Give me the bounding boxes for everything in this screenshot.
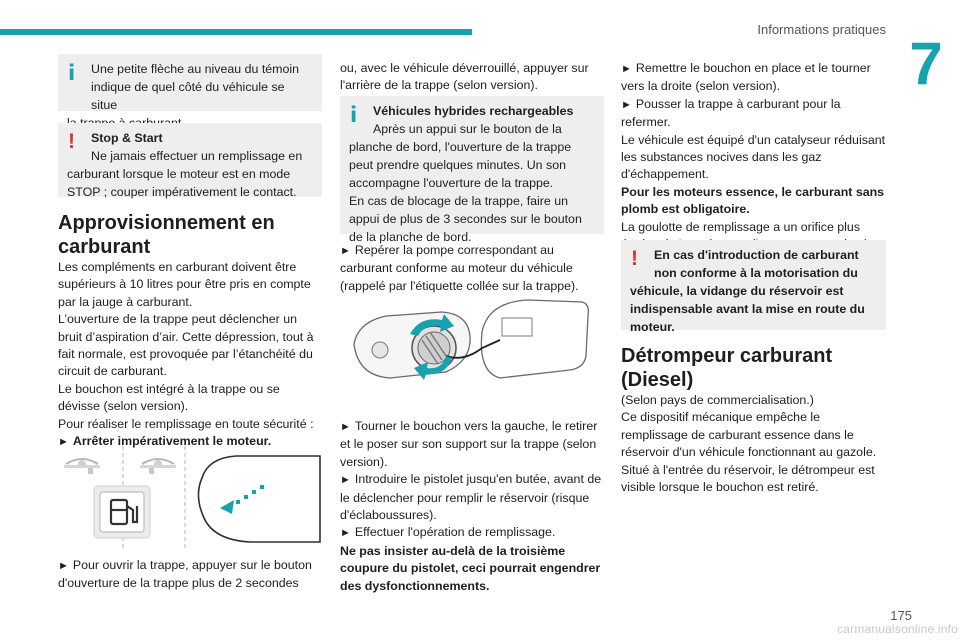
- unleaded-required: Pour les moteurs essence, le carburant sans plomb est obligatoire.: [621, 184, 885, 217]
- warning-box-wrong-fuel: [621, 240, 886, 334]
- arrow-icon: ►: [340, 527, 351, 540]
- warning-box-line2: carburant lorsque le moteur est en mode STOP ; couper impérativement le contact.: [67, 167, 297, 199]
- wrong-fuel-line3: véhicule, la vidange du réservoir est indispensable avant la mise en route du moteur.: [630, 284, 865, 334]
- fuel-cap-illustration: [350, 296, 594, 384]
- step-turn-text: Tourner le bouchon vers la gauche, le retirer et le poser sur son support sur la trappe (selon version).: [340, 419, 598, 469]
- warning-icon: !: [631, 247, 638, 270]
- hybrid-box-line1: Après un appui sur le bouton de la: [373, 122, 562, 136]
- step-insert-text: Introduire le pistolet jusqu'en butée, avant de le déclencher pour remplir le réservoir (risque d'éclaboussures).: [340, 472, 602, 523]
- step-open-text: Pour ouvrir la trappe, appuyer sur le bouton d'ouverture de la trappe plus de 2 secondes: [58, 558, 312, 591]
- step-open-paragraph: [58, 557, 322, 593]
- arrow-icon: ►: [58, 560, 69, 572]
- step-insert-paragraph: [340, 471, 604, 524]
- press-arrow-icon: [220, 485, 264, 514]
- heading-misfuel-device: Détrompeur carburant (Diesel): [621, 345, 833, 391]
- wrong-fuel-line2: non conforme à la motorisation du: [654, 266, 858, 280]
- arrow-icon: ►: [621, 98, 632, 111]
- step-open-flap: [58, 557, 322, 593]
- orifice-paragraph: La goulotte de remplissage a un orifice plus: [621, 219, 861, 234]
- wrong-fuel-line1: En cas d'introduction de carburant: [654, 248, 859, 262]
- refuelling-paragraph: Le bouchon est intégré à la trappe ou se dévisse (selon version).: [58, 381, 280, 414]
- continuation-paragraph: ou, avec le véhicule déverrouillé, appuyer sur l'arrière de la trappe (selon version).: [340, 61, 589, 93]
- refuelling-paragraph: Les compléments en carburant doivent être supérieurs à 10 litres pour être pris en compte par la jauge à carburant.: [58, 260, 311, 309]
- warning-box-line1: Ne jamais effectuer un remplissage en: [91, 149, 303, 163]
- misfuel-paragraph: Situé à l'entrée du réservoir, le détrompeur est visible lorsque le bouchon est retiré.: [621, 462, 875, 495]
- header-accent-bar: [0, 29, 472, 35]
- section-title: Informations pratiques: [757, 22, 886, 37]
- arrow-icon: ►: [340, 245, 351, 257]
- refuelling-paragraph: L’ouverture de la trappe peut déclencher un bruit d’aspiration d’air. Cette dépression, tout à fait normale, est provoquée par l’étanchéité du circuit de carburant.: [58, 312, 314, 379]
- step-locate-paragraph: [340, 242, 604, 295]
- step-locate-pump: [340, 242, 604, 295]
- arrow-icon: ►: [340, 474, 351, 487]
- arrow-icon: ►: [340, 421, 351, 433]
- chapter-number: 7: [909, 30, 943, 97]
- pistol-warning: Ne pas insister au-delà de la troisième coupure du pistolet, ceci pourrait engendrer des dysfonctionnements.: [340, 543, 601, 593]
- info-box-arrow-indicator: [58, 54, 322, 111]
- col2-continuation: [340, 60, 604, 95]
- step-fill-text: Effectuer l'opération de remplissage.: [354, 525, 556, 540]
- warning-box-stop-start: [58, 123, 322, 197]
- refuelling-text: [58, 259, 322, 451]
- info-icon: i: [68, 61, 76, 85]
- col2-steps: [340, 418, 604, 595]
- step-stop-text: Arrêter impérativement le moteur.: [72, 434, 272, 449]
- col3-text: [621, 60, 886, 253]
- steering-wheel-left-icon: [64, 459, 100, 468]
- step-replace-paragraph: [621, 60, 886, 96]
- steering-wheel-right-icon: [140, 459, 176, 468]
- step-locate-text: Repérer la pompe correspondant au carburant conforme au moteur du véhicule (rappelé par l'étiquette collée sur la trappe).: [340, 243, 579, 293]
- hybrid-box-line2: planche de bord, l'ouverture de la trappe peut prendre quelques minutes. Un son accompagne l'ouverture de la trappe.: [349, 140, 572, 190]
- hybrid-box-title: Véhicules hybrides rechargeables: [373, 104, 574, 118]
- info-box-plugin-hybrid: [340, 96, 604, 244]
- warning-icon: !: [68, 130, 75, 153]
- hybrid-box-line3: En cas de blocage de la trappe, faire un appui de plus de 3 secondes sur le bouton de la planche de bord.: [349, 194, 582, 244]
- step-fill-paragraph: [340, 524, 604, 542]
- step-push-text: Pousser la trappe à carburant pour la refermer.: [621, 96, 841, 130]
- fuel-pump-small-icon: [88, 468, 154, 474]
- fuel-flap-button-illustration: [58, 444, 322, 550]
- misfuel-paragraph: (Selon pays de commercialisation.): [621, 393, 814, 407]
- step-replace-text: Remettre le bouchon en place et le tourner vers la droite (selon version).: [621, 61, 871, 94]
- arrow-icon: ►: [58, 436, 69, 449]
- arrow-icon: ►: [621, 63, 632, 75]
- page-number: 175: [890, 608, 912, 623]
- info-box-line1: Une petite flèche au niveau du témoin indique de quel côté du véhicule se situe: [91, 62, 300, 112]
- info-icon: i: [350, 103, 358, 127]
- misfuel-text: [621, 392, 886, 496]
- step-turn-paragraph: [340, 418, 604, 471]
- refuelling-paragraph: Pour réaliser le remplissage en toute sécurité :: [58, 416, 314, 431]
- catalyst-paragraph: Le véhicule est équipé d'un catalyseur réduisant les substances nocives dans les gaz d'échappement.: [621, 132, 886, 182]
- warning-box-title: Stop & Start: [91, 131, 163, 145]
- step-push-paragraph: [621, 96, 886, 132]
- watermark: carmanualsonline.info: [837, 622, 958, 636]
- fuel-flap-shape: [198, 456, 320, 542]
- heading-refuelling: Approvisionnement en carburant: [58, 212, 275, 258]
- misfuel-paragraph: Ce dispositif mécanique empêche le remplissage de carburant essence dans le réservoir d'un véhicule fonctionnant au gazole.: [621, 410, 877, 460]
